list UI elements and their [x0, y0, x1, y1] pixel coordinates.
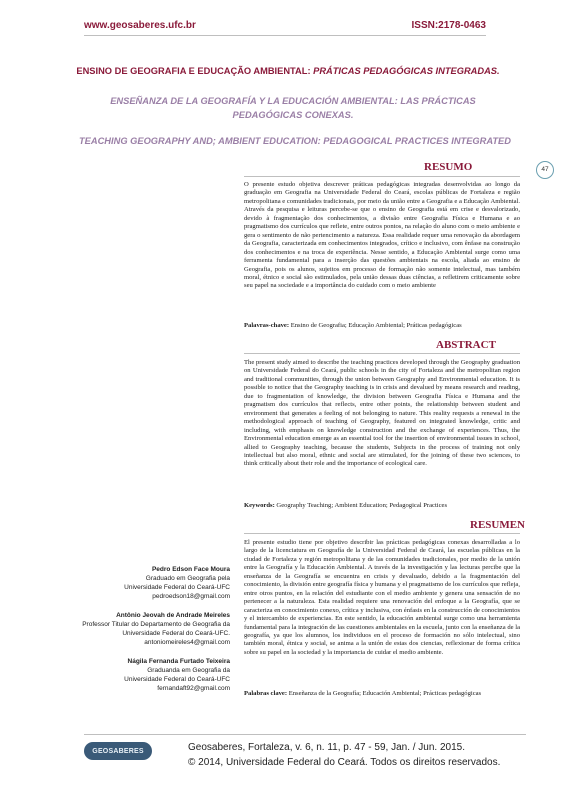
resumen-rule	[244, 533, 520, 534]
resumo-keywords-label: Palavras-chave:	[244, 322, 290, 329]
title-spanish: ENSEÑANZA DE LA GEOGRAFÍA Y LA EDUCACIÓN AMBIENTAL: LAS PRÁCTICAS PEDAGÓGICAS CONEXAS.	[110, 96, 476, 120]
resumo-keywords-text: Ensino de Geografia; Educação Ambiental; Práticas pedagógicas	[289, 322, 462, 329]
logo-text: GEOSABERES	[92, 747, 144, 755]
resumen-heading: RESUMEN	[470, 519, 526, 531]
abstract-text: The present study aimed to describe the teaching practices developed through the Geography graduation on Universidade Federal do Ceará, public schools in the city of Fortaleza and the metropolitan region and traditional communities, through the union between Geography and Environmental education. It is possible to notice that the Geography teaching is in crisis and devalued by means research and reading, due to fragmentation of knowledge, the division between Geografia Física e Humana and the pragmatism dos currículos that reflects, entre other points, the relationship between student and environment that generates a feeling of not belonging to nature. This reality requests a renewal in the methodological approach of teaching of Geography, featured on integrated knowledge, critic and including, with emphasis on knowledge construction and the exchange of experiences. Thus, the Environmental education emerge as an essential tool for the insertion of environmental issues in school, allied to Geography teaching, because the students, Subjects in the process of training not only intellectual but also moral, ethnic and social are stimulated, for the joining of these two sciences, to think critically about their role and the importance of ecological care.	[244, 359, 520, 468]
author-list	[20, 565, 230, 703]
author-affiliation: Graduanda em Geografia da	[147, 667, 230, 674]
author-affiliation: Graduado em Geografia pela	[145, 575, 230, 582]
author-name: Nágila Fernanda Furtado Teixeira	[127, 658, 230, 665]
abstract-keywords	[244, 502, 520, 509]
footer-copyright: © 2014, Universidade Federal do Ceará. Todos os direitos reservados.	[188, 757, 501, 768]
title-english: TEACHING GEOGRAPHY AND; AMBIENT EDUCATION: PEDAGOGICAL PRACTICES INTEGRATED	[79, 136, 511, 146]
resumen-keywords	[244, 690, 520, 697]
abstract-keywords-text: Geography Teaching; Ambient Education; Pedagogical Practices	[274, 502, 448, 509]
author-email[interactable]: fernandaft92@gmail.com	[157, 685, 230, 692]
author-affiliation: Universidade Federal do Ceará-UFC	[124, 584, 230, 591]
journal-url[interactable]: www.geosaberes.ufc.br	[84, 20, 196, 31]
footer-citation: Geosaberes, Fortaleza, v. 6, n. 11, p. 47 - 59, Jan. / Jun. 2015.	[188, 742, 466, 753]
title-portuguese-main: ENSINO DE GEOGRAFIA E EDUCAÇÃO AMBIENTAL:	[76, 66, 314, 76]
footer-divider	[84, 734, 526, 735]
abstract-keywords-label: Keywords:	[244, 502, 275, 509]
geosaberes-logo	[84, 742, 152, 760]
author-name: Pedro Edson Face Moura	[151, 566, 230, 573]
resumen-keywords-label: Palabras clave:	[244, 690, 288, 697]
header-divider	[84, 35, 486, 36]
author-affiliation: Professor Titular do Departamento de Geografia da	[82, 621, 230, 628]
resumo-text: O presente estudo objetiva descrever práticas pedagógicas integradas desenvolvidas ao longo da graduação em Geografia na Universidade Federal do Ceará, escolas públicas de Fortaleza e região metropolitana e comunidades tradicionais, por meio da união entre a Geografia e a Educação Ambiental. Através da pesquisa e leituras percebe-se que o ensino de Geografia está em crise e desvalorizado, devido à fragmentação dos conhecimentos, a divisão entre Geografia Física e Humana e ao pragmatismo dos currículos que reflete, entre outros pontos, na relação do aluno com o meio ambiente e gera o sentimento de não pertencimento a natureza. Essa realidade requer uma renovação da abordagem da Geografia, caracterizada em conhecimentos integrados, crítico e inclusivo, com ênfase na construção dos conhecimentos e na troca de experiência. Nesse sentido, a Educação Ambiental surge como uma ferramenta fundamental para a inserção das questões ambientais na escola, aliada ao ensino de Geografia, pois os alunos, sujeitos em processo de formação não somente intelectual, mas também moral, étnico e social são estimulados, pela união dessas duas ciências, a refletirem criticamente sobre seu papel na sociedade e a importância do cuidado com o meio ambiente	[244, 181, 520, 290]
resumen-keywords-text: Enseñanza de la Geografía; Educación Ambiental; Prácticas pedagógicas	[287, 690, 482, 697]
author-block	[20, 657, 230, 693]
author-email[interactable]: pedroedson18@gmail.com	[152, 593, 230, 600]
resumo-heading: RESUMO	[424, 161, 473, 173]
title-portuguese-italic: PRÁTICAS PEDAGÓGICAS INTEGRADAS.	[313, 66, 500, 76]
author-email[interactable]: antoniomeireles4@gmail.com	[144, 639, 230, 646]
page-number-badge: 47	[536, 161, 554, 179]
title-portuguese	[70, 66, 506, 76]
abstract-heading: ABSTRACT	[436, 339, 496, 351]
author-affiliation: Universidade Federal do Ceará-UFC	[124, 676, 230, 683]
resumo-keywords	[244, 322, 520, 329]
author-block	[20, 611, 230, 647]
issn: ISSN:2178-0463	[411, 20, 486, 31]
author-name: Antônio Jeovah de Andrade Meireles	[116, 612, 230, 619]
resumen-text: El presente estudio tiene por objetivo describir las prácticas pedagógicas conexas desarrolladas a lo largo de la licenciatura en Geografía de la Universidad Federal de Ceará, las escuelas públicas en la ciudad de Fortaleza y región metropolitana y de las comunidades tradicionales, por medio de la unión entre la Geografía y la Educación Ambiental. A través de la investigación y las lecturas percibe que la enseñanza de la Geografía se encuentra en crisis y devaluado, debido a la fragmentación del conocimiento, la división entre geografía física y humana y el pragmatismo de los currículos que refleja, entre otros puntos, en la relación del estudiante con el medio ambiente y genera una sensación de no pertenecer a la naturaleza. Esta realidad requiere una renovación del enfoque a la Geografía, que se caracteriza en conocimiento conexo, crítica y inclusiva, con énfasis en la construcción de conocimientos y el intercambio de experiencias. En este sentido, la educación ambiental surge como una herramienta fundamental para la integración de las cuestiones ambientales en la escuela, junto con la enseñanza de la geografía, ya que los alumnos, los individuos en el proceso de formación no sólo intelectual, sino también moral, étnica y social, se anima a la unión de estas dos ciencias, reflexionar de forma crítica sobre su papel en la sociedad y la importancia de cuidar el medio ambiente.	[244, 539, 520, 656]
resumo-rule	[244, 176, 520, 177]
abstract-rule	[244, 353, 520, 354]
author-affiliation: Universidade Federal do Ceará-UFC.	[122, 630, 230, 637]
author-block	[20, 565, 230, 601]
